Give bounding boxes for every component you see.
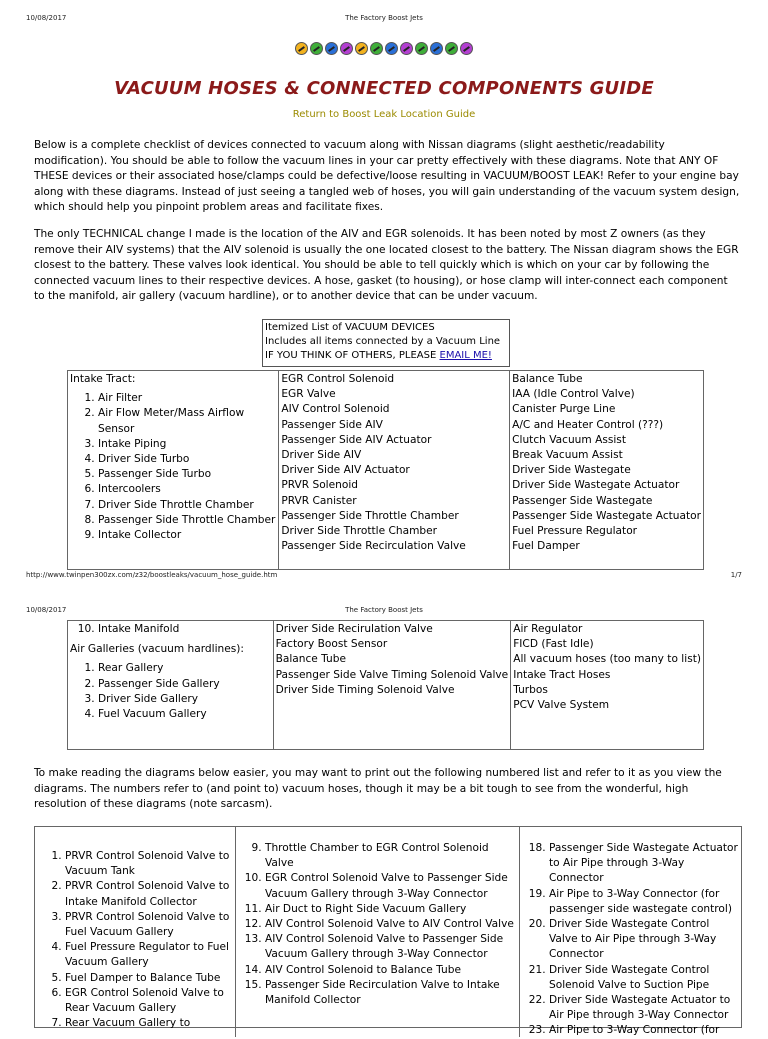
intake-tract-item: 9. Intake Collector bbox=[98, 528, 276, 543]
intake-tract-item: 6. Intercoolers bbox=[98, 482, 276, 497]
hose-list-item: 3. PRVR Control Solenoid Valve to Fuel Vacuum Gallery bbox=[65, 910, 235, 940]
vacuum-device-item: Air Regulator bbox=[513, 623, 583, 635]
vacuum-device-item: Passenger Side Throttle Chamber bbox=[281, 509, 459, 522]
hose-list-item: 20. Driver Side Wastegate Control Valve to Air Pipe through 3-Way Connector bbox=[549, 917, 741, 963]
vacuum-device-item: Driver Side Recirulation Valve bbox=[275, 623, 433, 635]
vacuum-device-item: Balance Tube bbox=[275, 653, 346, 666]
intake-tract-cell bbox=[68, 371, 279, 570]
print-site-title-2: The Factory Boost Jets bbox=[345, 606, 423, 614]
nav-ball-icon[interactable] bbox=[460, 42, 473, 55]
return-link[interactable]: Return to Boost Leak Location Guide bbox=[292, 109, 476, 120]
vacuum-device-item: Clutch Vacuum Assist bbox=[512, 433, 626, 446]
vacuum-device-item: Turbos bbox=[513, 683, 548, 696]
hose-list-item: 4. Fuel Pressure Regulator to Fuel Vacuum Gallery bbox=[65, 940, 235, 970]
itemized-request bbox=[265, 349, 507, 363]
vacuum-device-item: Balance Tube bbox=[512, 373, 583, 385]
devices-col-3-cont bbox=[511, 621, 704, 750]
hose-list-item: 14. AIV Control Solenoid to Balance Tube bbox=[265, 963, 519, 978]
vacuum-device-item: PRVR Solenoid bbox=[281, 479, 359, 492]
air-gallery-item: 3. Driver Side Gallery bbox=[98, 692, 271, 707]
nav-ball-icon[interactable] bbox=[370, 42, 383, 55]
hose-list-item: 13. AIV Control Solenoid Valve to Passenger Side Vacuum Gallery through 3-Way Connector bbox=[265, 932, 519, 962]
intake-tract-item: 1. Air Filter bbox=[98, 391, 276, 406]
intake-tract-cell-cont bbox=[68, 621, 274, 750]
hose-list-item: 15. Passenger Side Recirculation Valve to Intake Manifold Collector bbox=[265, 978, 519, 1008]
intro-paragraph-3: To make reading the diagrams below easier, you may want to print out the following numbered list and refer to it as you view the diagrams. The numbers refer to (and point to) vacuum hoses, though it may be a bit tough to see from the wonderful, high resolution of these diagrams (note sarcasm). bbox=[34, 767, 722, 810]
print-site-title: The Factory Boost Jets bbox=[345, 14, 423, 22]
vacuum-device-item: Passenger Side AIV bbox=[281, 418, 383, 431]
vacuum-device-item: Driver Side Wastegate bbox=[512, 464, 631, 477]
hose-number-list bbox=[34, 826, 742, 1037]
vacuum-device-item: EGR Valve bbox=[281, 388, 336, 401]
nav-ball-icon[interactable] bbox=[310, 42, 323, 55]
intake-tract-heading: Intake Tract: bbox=[70, 373, 136, 385]
hose-list-col-2 bbox=[235, 827, 520, 1037]
nav-ball-icon[interactable] bbox=[415, 42, 428, 55]
vacuum-device-item: AIV Control Solenoid bbox=[281, 403, 390, 416]
vacuum-device-item: IAA (Idle Control Valve) bbox=[512, 388, 635, 401]
intro-paragraph-1: Below is a complete checklist of devices connected to vacuum along with Nissan diagrams (slight aesthetic/readability modification). You should be able to follow the vacuum lines in your car pretty effectively with these diagrams. Note that ANY OF THESE devices or their associated hose/clamps could be defective/loose resulting in VACUUM/BOOST LEAK! Refer to your engine bay along with these diagrams. Instead of just seeing a tangled web of hoses, you will gain understanding of the vacuum system design, which should help you pinpoint problem areas and facilitate fixes. bbox=[34, 139, 740, 213]
itemized-request-text: IF YOU THINK OF OTHERS, PLEASE bbox=[265, 350, 437, 361]
itemized-list-box bbox=[262, 319, 510, 367]
vacuum-device-item: Driver Side Throttle Chamber bbox=[281, 525, 438, 538]
hose-list-item: 10. EGR Control Solenoid Valve to Passenger Side Vacuum Gallery through 3-Way Connector bbox=[265, 871, 519, 901]
vacuum-device-item: FICD (Fast Idle) bbox=[513, 638, 594, 651]
vacuum-device-item: PCV Valve System bbox=[513, 699, 610, 712]
nav-ball-icon[interactable] bbox=[430, 42, 443, 55]
air-gallery-item: 1. Rear Gallery bbox=[98, 661, 271, 676]
hose-list-item: 23. Air Pipe to 3-Way Connector (for bbox=[549, 1023, 741, 1038]
print-url: http://www.twinpen300zx.com/z32/boostleaks/vacuum_hose_guide.htm bbox=[26, 571, 278, 579]
devices-col-2-cont bbox=[273, 621, 511, 750]
vacuum-device-item: Driver Side Wastegate Actuator bbox=[512, 479, 680, 492]
air-galleries-list bbox=[70, 661, 271, 722]
intro-paragraph-2: The only TECHNICAL change I made is the location of the AIV and EGR solenoids. It has been noted by most Z owners (as they remove their AIV systems) that the AIV solenoid is usually the one located closest to the battery. The Nissan diagram shows the EGR closest to the battery. These valves look identical. You should be able to tell quickly which is which on your car by following the connected vacuum lines to their respective devices. A hose, gasket (to housing), or hose clamp will inter-connect each component to the manifold, air gallery (vacuum hardline), or to another device that can be under vacuum. bbox=[34, 228, 739, 302]
hose-list-item: 1. PRVR Control Solenoid Valve to Vacuum Tank bbox=[65, 849, 235, 879]
email-link[interactable]: EMAIL ME! bbox=[439, 350, 492, 361]
intake-tract-item: 3. Intake Piping bbox=[98, 437, 276, 452]
itemized-heading: Itemized List of VACUUM DEVICES bbox=[265, 322, 435, 333]
intake-tract-item: 10. Intake Manifold bbox=[98, 622, 271, 637]
nav-ball-icon[interactable] bbox=[400, 42, 413, 55]
intake-tract-list bbox=[70, 391, 276, 543]
intake-tract-item: 4. Driver Side Turbo bbox=[98, 452, 276, 467]
vacuum-devices-table bbox=[67, 370, 704, 570]
nav-ball-icon[interactable] bbox=[385, 42, 398, 55]
itemized-note: Includes all items connected by a Vacuum Line bbox=[265, 336, 501, 347]
vacuum-device-item: Fuel Pressure Regulator bbox=[512, 525, 638, 538]
hose-list-item: 19. Air Pipe to 3-Way Connector (for passenger side wastegate control) bbox=[549, 887, 741, 917]
vacuum-device-item: EGR Control Solenoid bbox=[281, 373, 395, 385]
page-title: VACUUM HOSES & CONNECTED COMPONENTS GUIDE bbox=[114, 78, 654, 99]
vacuum-device-item: Passenger Side Wastegate Actuator bbox=[512, 509, 701, 522]
vacuum-devices-table-cont bbox=[67, 620, 704, 750]
vacuum-device-item: Intake Tract Hoses bbox=[513, 668, 611, 681]
air-gallery-item: 4. Fuel Vacuum Gallery bbox=[98, 707, 271, 722]
air-gallery-item: 2. Passenger Side Gallery bbox=[98, 677, 271, 692]
hose-list-col-3 bbox=[519, 827, 741, 1037]
nav-ball-icon[interactable] bbox=[355, 42, 368, 55]
devices-col-3 bbox=[510, 371, 704, 570]
intake-tract-item: 2. Air Flow Meter/Mass Airflow Sensor bbox=[98, 406, 276, 436]
vacuum-device-item: Factory Boost Sensor bbox=[275, 638, 388, 651]
vacuum-device-item: All vacuum hoses (too many to list) bbox=[513, 653, 701, 666]
vacuum-device-item: Passenger Side Wastegate bbox=[512, 494, 653, 507]
vacuum-device-item: Driver Side Timing Solenoid Valve bbox=[275, 683, 455, 696]
vacuum-device-item: PRVR Canister bbox=[281, 494, 357, 507]
vacuum-device-item: Fuel Damper bbox=[512, 540, 580, 553]
vacuum-device-item: Passenger Side AIV Actuator bbox=[281, 433, 432, 446]
air-galleries-heading: Air Galleries (vacuum hardlines): bbox=[70, 643, 244, 656]
intake-tract-item: 5. Passenger Side Turbo bbox=[98, 467, 276, 482]
vacuum-device-item: Driver Side AIV bbox=[281, 449, 362, 462]
hose-list-item: 22. Driver Side Wastegate Actuator to Air Pipe through 3-Way Connector bbox=[549, 993, 741, 1023]
print-page-number: 1/7 bbox=[730, 571, 742, 579]
hose-list-item: 2. PRVR Control Solenoid Valve to Intake Manifold Collector bbox=[65, 879, 235, 909]
vacuum-device-item: A/C and Heater Control (???) bbox=[512, 418, 664, 431]
intake-tract-item: 8. Passenger Side Throttle Chamber bbox=[98, 513, 276, 528]
vacuum-device-item: Driver Side AIV Actuator bbox=[281, 464, 410, 477]
hose-list-col-1 bbox=[35, 827, 236, 1037]
hose-list-item: 21. Driver Side Wastegate Control Solenoid Valve to Suction Pipe bbox=[549, 963, 741, 993]
hose-list-item: 9. Throttle Chamber to EGR Control Solenoid Valve bbox=[265, 841, 519, 871]
vacuum-device-item: Canister Purge Line bbox=[512, 403, 616, 416]
nav-ball-row bbox=[0, 40, 768, 59]
hose-list-item: 7. Rear Vacuum Gallery to bbox=[65, 1016, 235, 1031]
print-date-2: 10/08/2017 bbox=[26, 606, 67, 614]
intake-tract-item: 7. Driver Side Throttle Chamber bbox=[98, 498, 276, 513]
vacuum-device-item: Passenger Side Recirculation Valve bbox=[281, 540, 466, 553]
devices-col-2 bbox=[279, 371, 510, 570]
hose-list-item: 12. AIV Control Solenoid Valve to AIV Control Valve bbox=[265, 917, 519, 932]
intake-tract-list-cont bbox=[70, 622, 271, 637]
vacuum-device-item: Break Vacuum Assist bbox=[512, 449, 623, 462]
nav-ball-icon[interactable] bbox=[340, 42, 353, 55]
hose-list-item: 6. EGR Control Solenoid Valve to Rear Vacuum Gallery bbox=[65, 986, 235, 1016]
nav-ball-icon[interactable] bbox=[445, 42, 458, 55]
hose-list-item: 11. Air Duct to Right Side Vacuum Gallery bbox=[265, 902, 519, 917]
vacuum-device-item: Passenger Side Valve Timing Solenoid Valve bbox=[275, 668, 509, 681]
nav-ball-icon[interactable] bbox=[295, 42, 308, 55]
nav-ball-icon[interactable] bbox=[325, 42, 338, 55]
hose-list-item: 18. Passenger Side Wastegate Actuator to Air Pipe through 3-Way Connector bbox=[549, 841, 741, 887]
hose-list-item: 5. Fuel Damper to Balance Tube bbox=[65, 971, 235, 986]
print-date: 10/08/2017 bbox=[26, 14, 67, 22]
